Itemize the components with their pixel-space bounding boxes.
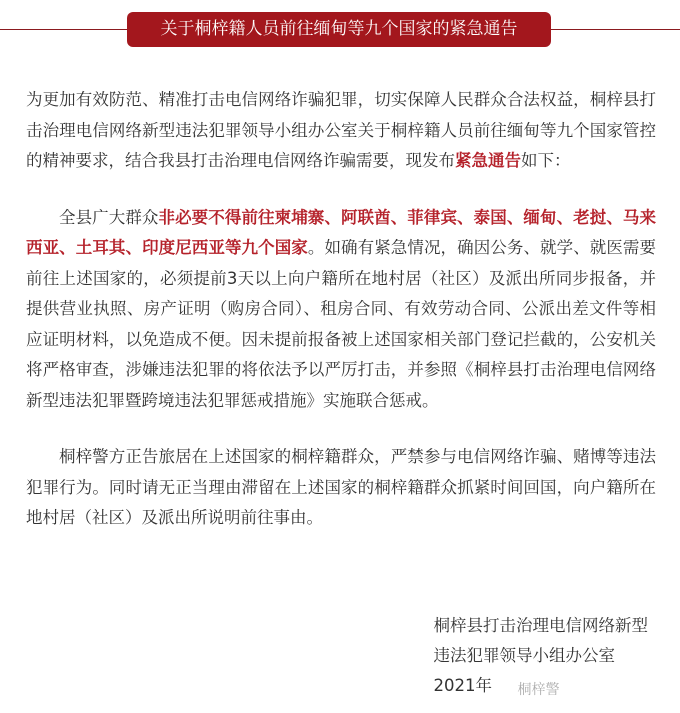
signature-org-line1: 桐梓县打击治理电信网络新型 [433, 616, 648, 635]
paragraph-intro: 为更加有效防范、精准打击电信网络诈骗犯罪，切实保障人民群众合法权益，桐梓县打击治理电信网络新型违法犯罪领导小组办公室关于桐梓籍人员前往缅甸等九个国家管控的精神要求，结合我县打击治理电信网络诈骗需要，现发布紧急通告如下： [26, 90, 656, 170]
signature-org-line2: 违法犯罪领导小组办公室 [433, 646, 615, 665]
highlight-urgent-notice: 紧急通告 [455, 151, 521, 170]
watermark: 桐梓警 [517, 682, 560, 698]
signature-block [434, 611, 649, 701]
signature-date: 2021年 桐梓警 [434, 671, 649, 701]
paragraph-warning: 桐梓警方正告旅居在上述国家的桐梓籍群众，严禁参与电信网络诈骗、赌博等违法犯罪行为。同时请无正当理由滞留在上述国家的桐梓籍群众抓紧时间回国，向户籍所在地村居（社区）及派出所说明前往事由。 [26, 447, 656, 527]
header-banner [0, 0, 680, 58]
notice-body [26, 85, 656, 560]
highlight-country-list: 非必要不得前往柬埔寨、阿联酋、菲律宾、泰国、缅甸、老挝、马来西亚、土耳其、印度尼西亚等九个国家 [26, 207, 657, 257]
notice-title: 关于桐梓籍人员前往缅甸等九个国家的紧急通告 [127, 12, 551, 47]
paragraph-travel-ban: 全县广大群众非必要不得前往柬埔寨、阿联酋、菲律宾、泰国、缅甸、老挝、马来西亚、土耳其、印度尼西亚等九个国家。如确有紧急情况，确因公务、就学、就医需要前往上述国家的，必须提前3天以上向户籍所在地村居（社区）及派出所同步报备，并提供营业执照、房产证明（购房合同）、租房合同、有效劳动合同、公派出差文件等相应证明材料，以免造成不便。因未提前报备被上述国家相关部门登记拦截的，公安机关将严格审查，涉嫌违法犯罪的将依法予以严厉打击，并参照《桐梓县打击治理电信网络新型违法犯罪暨跨境违法犯罪惩戒措施》实施联合惩戒。 [26, 207, 657, 410]
